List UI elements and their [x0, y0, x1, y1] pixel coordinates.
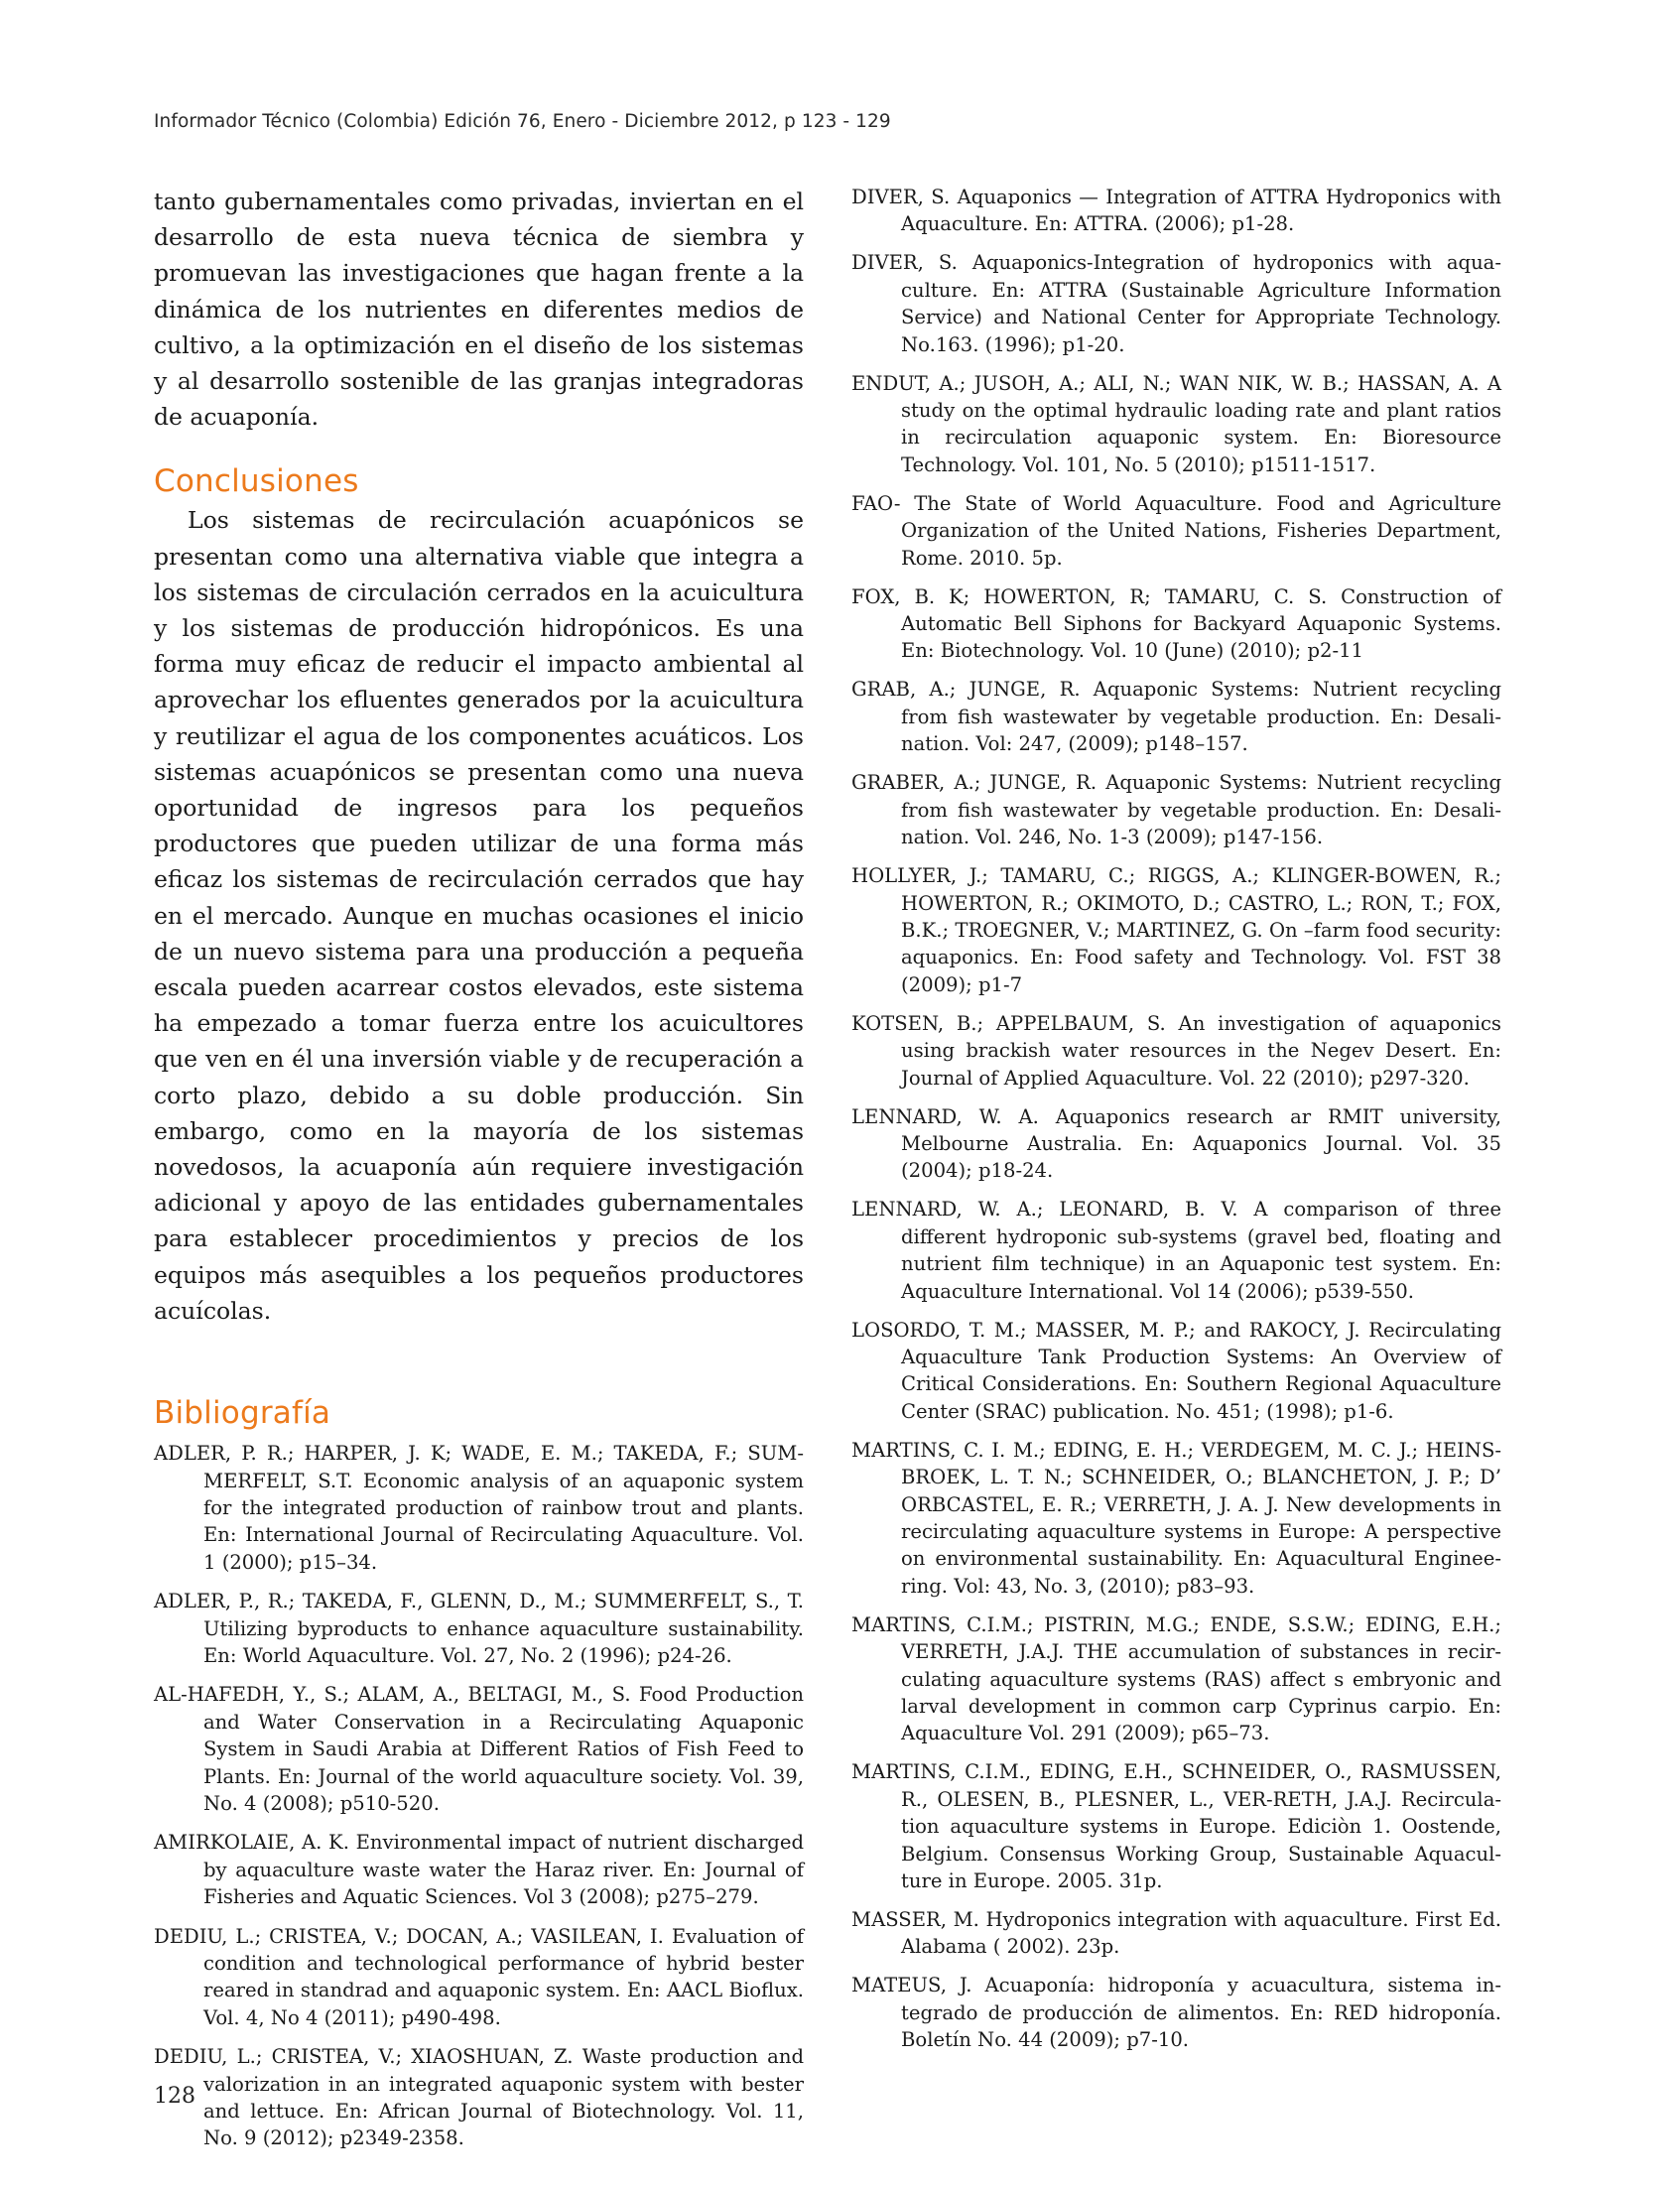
reference-item: ENDUT, A.; JUSOH, A.; ALI, N.; WAN NIK, W. B.; HASSAN, A. A study on the optimal hydraulic loading rate and plant ratios in recirculation aquaponic system. En: Bioresource Technology. Vol. 101, No. 5 (2010); p1511-1517.	[851, 371, 1501, 476]
reference-item: AL-HAFEDH, Y., S.; ALAM, A., BELTAGI, M., S. Food Production and Water Conservation in a Recirculating Aquaponic System in Saudi Arabia at Different Ratios of Fish Feed to Plants. En: Journal of the world aquaculture society. Vol. 39, No. 4 (2008); p510-520.	[154, 1683, 804, 1815]
reference-item: MARTINS, C.I.M.; PISTRIN, M.G.; ENDE, S.S.W.; EDING, E.H.; VERRETH, J.A.J. THE accumulation of substances in recirculating aquaculture systems (RAS) affect s embryonic and larval development in common carp Cyprinus carpio. En: Aquaculture Vol. 291 (2009); p65–73.	[851, 1612, 1501, 1745]
reference-item: DEDIU, L.; CRISTEA, V.; XIAOSHUAN, Z. Waste production and valorization in an integrated aquaponic system with bester and lettuce. En: African Journal of Biotechnology. Vol. 11, No. 9 (2012); p2349-2358.	[154, 2045, 804, 2150]
reference-item: DIVER, S. Aquaponics-Integration of hydroponics with aquaculture. En: ATTRA (Sustainable Agriculture Information Service) and National Center for Appropriate Technology. No.163. (1996); p1-20.	[851, 251, 1501, 356]
intro-paragraph: tanto gubernamentales como privadas, inviertan en el desarrollo de esta nueva técnica de siembra y promuevan las investigaciones que hagan frente a la dinámica de los nutrientes en diferentes medios de cultivo, a la optimización en el diseño de los sistemas y al desarrollo sostenible de las granjas integradoras de acuaponía.	[154, 188, 804, 432]
running-header: Informador Técnico (Colombia) Edición 76, Enero - Diciembre 2012, p 123 - 129	[154, 111, 891, 132]
reference-item: LENNARD, W. A. Aquaponics research ar RMIT university, Melbourne Australia. En: Aquaponics Journal. Vol. 35 (2004); p18-24.	[851, 1104, 1501, 1183]
reference-item: AMIRKOLAIE, A. K. Environmental impact of nutrient discharged by aquaculture waste water the Haraz river. En: Journal of Fisheries and Aquatic Sciences. Vol 3 (2008); p275–279.	[154, 1831, 804, 1909]
right-column	[851, 184, 1501, 2065]
reference-item: GRAB, A.; JUNGE, R. Aquaponic Systems: Nutrient recycling from fish wastewater by vegetable production. En: Desalination. Vol: 247, (2009); p148–157.	[851, 678, 1501, 756]
reference-item: MARTINS, C.I.M., EDING, E.H., SCHNEIDER, O., RASMUSSEN, R., OLESEN, B., PLESNER, L., VER-RETH, J.A.J. Recirculation aquaculture systems in Europe. Ediciòn 1. Oostende, Belgium. Consensus Working Group, Sustainable Aquaculture in Europe. 2005. 31p.	[851, 1760, 1501, 1893]
conclusions-paragraph: Los sistemas de recirculación acuapónicos se presentan como una alternativa viable que integra a los sistemas de circulación cerrados en la acuicultura y los sistemas de producción hidropónicos. Es una forma muy eficaz de reducir el impacto ambiental al aprovechar los efluentes generados por la acuicultura y reutilizar el agua de los componentes acuáticos. Los sistemas acuapónicos se presentan como una nueva oportunidad de ingresos para los pequeños productores que pueden utilizar de una forma más eficaz los sistemas de recirculación cerrados que hay en el mercado. Aunque en muchas ocasiones el inicio de un nuevo sistema para una producción a pequeña escala pueden acarrear costos elevados, este sistema ha empezado a tomar fuerza entre los acuicultores que ven en él una inversión viable y de recuperación a corto plazo, debido a su doble producción. Sin embargo, como en la mayoría de los sistemas novedosos, la acuaponía aún requiere investigación adicional y apoyo de las entidades gubernamentales para establecer procedimientos y precios de los equipos más asequibles a los pequeños productores acuícolas.	[154, 506, 804, 1325]
reference-item: ADLER, P. R.; HARPER, J. K; WADE, E. M.; TAKEDA, F.; SUMMERFELT, S.T. Economic analysis of an aquaponic system for the integrated production of rainbow trout and plants. En: International Journal of Recirculating Aquaculture. Vol. 1 (2000); p15–34.	[154, 1442, 804, 1574]
reference-item: MATEUS, J. Acuaponía: hidroponía y acuacultura, sistema integrado de producción de alimentos. En: RED hidroponía. Boletín No. 44 (2009); p7-10.	[851, 1974, 1501, 2052]
reference-item: KOTSEN, B.; APPELBAUM, S. An investigation of aquaponics using brackish water resources in the Negev Desert. En: Journal of Applied Aquaculture. Vol. 22 (2010); p297-320.	[851, 1011, 1501, 1090]
reference-item: LENNARD, W. A.; LEONARD, B. V. A comparison of three different hydroponic sub-systems (gravel bed, floating and nutrient film technique) in an Aquaponic test system. En: Aquaculture International. Vol 14 (2006); p539-550.	[851, 1198, 1501, 1303]
conclusions-heading: Conclusiones	[154, 463, 359, 500]
reference-item: MARTINS, C. I. M.; EDING, E. H.; VERDEGEM, M. C. J.; HEINSBROEK, L. T. N.; SCHNEIDER, O.; BLANCHETON, J. P.; D’ ORBCASTEL, E. R.; VERRETH, J. A. J. New developments in recirculating aquaculture systems in Europe: A perspective on environmental sustainability. En: Aquacultural Engineering. Vol: 43, No. 3, (2010); p83–93.	[851, 1438, 1501, 1598]
reference-item: FAO- The State of World Aquaculture. Food and Agriculture Organization of the United Nations, Fisheries Department, Rome. 2010. 5p.	[851, 491, 1501, 570]
reference-item: DIVER, S. Aquaponics — Integration of ATTRA Hydroponics with Aquaculture. En: ATTRA. (2006); p1-28.	[851, 186, 1501, 236]
reference-list-right	[851, 184, 1501, 2054]
reference-item: FOX, B. K; HOWERTON, R; TAMARU, C. S. Construction of Automatic Bell Siphons for Backyard Aquaponic Systems. En: Biotechnology. Vol. 10 (June) (2010); p2-11	[851, 584, 1501, 663]
reference-item: LOSORDO, T. M.; MASSER, M. P.; and RAKOCY, J. Recirculating Aquaculture Tank Production Systems: An Overview of Critical Considerations. En: Southern Regional Aquaculture Center (SRAC) publication. No. 451; (1998); p1-6.	[851, 1318, 1501, 1423]
reference-item: GRABER, A.; JUNGE, R. Aquaponic Systems: Nutrient recycling from fish wastewater by vegetable production. En: Desalination. Vol. 246, No. 1-3 (2009); p147-156.	[851, 771, 1501, 849]
left-column	[154, 184, 804, 2164]
reference-list-left	[154, 1440, 804, 2152]
page-number: 128	[154, 2084, 195, 2109]
reference-item: DEDIU, L.; CRISTEA, V.; DOCAN, A.; VASILEAN, I. Evaluation of condition and technological performance of hybrid bester reared in standrad and aquaponic system. En: AACL Bioflux. Vol. 4, No 4 (2011); p490-498.	[154, 1924, 804, 2029]
reference-item: HOLLYER, J.; TAMARU, C.; RIGGS, A.; KLINGER-BOWEN, R.; HOWERTON, R.; OKIMOTO, D.; CASTRO, L.; RON, T.; FOX, B.K.; TROEGNER, V.; MARTINEZ, G. On –farm food security: aquaponics. En: Food safety and Technology. Vol. FST 38 (2009); p1-7	[851, 864, 1501, 996]
reference-item: MASSER, M. Hydroponics integration with aquaculture. First Ed. Alabama ( 2002). 23p.	[851, 1908, 1501, 1959]
bibliography-heading: Bibliografía	[154, 1395, 331, 1432]
reference-item: ADLER, P., R.; TAKEDA, F., GLENN, D., M.; SUMMERFELT, S., T. Utilizing byproducts to enhance aquaculture sustainability. En: World Aquaculture. Vol. 27, No. 2 (1996); p24-26.	[154, 1590, 804, 1667]
